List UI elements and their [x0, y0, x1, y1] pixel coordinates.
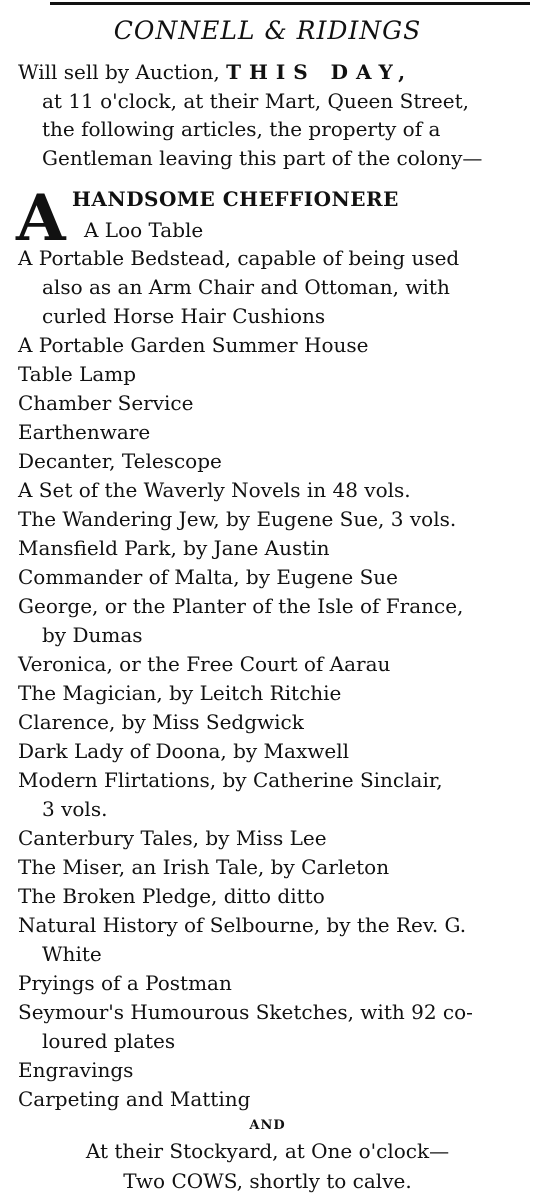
advertiser-heading: CONNELL & RIDINGS	[113, 16, 422, 45]
intro-line-2: at 11 o'clock, at their Mart, Queen Street,	[42, 88, 469, 113]
list-item	[18, 708, 530, 737]
list-item	[18, 766, 530, 824]
list-item-text: Chamber Service	[18, 391, 194, 415]
intro-line-4: Gentleman leaving this part of the colony—	[42, 145, 483, 170]
list-item-text: Veronica, or the Free Court of Aarau	[18, 652, 391, 676]
list-item	[18, 592, 530, 650]
list-item-text: Dark Lady of Doona, by Maxwell	[18, 739, 349, 763]
list-item-text: The Wandering Jew, by Eugene Sue, 3 vols.	[18, 507, 457, 531]
list-item	[18, 1085, 530, 1114]
list-item	[18, 476, 530, 505]
list-item-text: Carpeting and Matting	[18, 1087, 251, 1111]
and-separator: AND	[249, 1118, 286, 1133]
list-item-text: Mansfield Park, by Jane Austin	[18, 536, 330, 560]
cows-line: Two COWS, shortly to calve.	[123, 1169, 412, 1193]
first-item: HANDSOME CHEFFIONERE	[72, 187, 399, 211]
list-item	[18, 447, 530, 476]
list-item-continuation: loured plates	[42, 1029, 176, 1053]
this-day-emphasis: THIS DAY,	[226, 60, 414, 84]
list-item	[18, 1056, 530, 1085]
list-item	[18, 650, 530, 679]
list-item	[18, 679, 530, 708]
top-rule	[50, 2, 530, 5]
second-item: A Loo Table	[84, 218, 204, 242]
list-item-text: The Broken Pledge, ditto ditto	[18, 884, 325, 908]
list-item	[18, 824, 530, 853]
list-item	[18, 969, 530, 998]
list-item-text: Pryings of a Postman	[18, 971, 232, 995]
list-item-continuation: White	[42, 942, 102, 966]
list-item-text: The Miser, an Irish Tale, by Carleton	[18, 855, 390, 879]
list-item-continuation: curled Horse Hair Cushions	[42, 304, 326, 328]
intro-line-3: the following articles, the property of a	[42, 117, 441, 141]
intro-line-1-text: Will sell by Auction,	[18, 60, 227, 84]
list-item-continuation: also as an Arm Chair and Ottoman, with	[42, 275, 450, 299]
list-item	[18, 853, 530, 882]
list-item-text: A Portable Garden Summer House	[18, 333, 369, 357]
list-item-text: Modern Flirtations, by Catherine Sinclair,	[18, 768, 443, 792]
list-item	[18, 563, 530, 592]
list-item-continuation: by Dumas	[42, 623, 143, 647]
list-item-text: Commander of Malta, by Eugene Sue	[18, 565, 398, 589]
list-item	[18, 331, 530, 360]
list-item	[18, 737, 530, 766]
list-item-text: Decanter, Telescope	[18, 449, 222, 473]
list-item-text: Canterbury Tales, by Miss Lee	[18, 826, 327, 850]
list-item-text: The Magician, by Leitch Ritchie	[18, 681, 342, 705]
list-item-text: A Portable Bedstead, capable of being used	[18, 246, 460, 270]
list-item-text: Table Lamp	[18, 362, 137, 386]
list-item-text: Seymour's Humourous Sketches, with 92 co-	[18, 1000, 473, 1024]
intro-paragraph	[18, 58, 530, 172]
list-item	[18, 505, 530, 534]
auction-items-list	[18, 244, 530, 1114]
list-item-text: George, or the Planter of the Isle of France,	[18, 594, 464, 618]
list-item	[18, 244, 530, 331]
intro-line-1	[18, 58, 530, 87]
list-item-continuation: 3 vols.	[42, 797, 108, 821]
list-item-text: Clarence, by Miss Sedgwick	[18, 710, 304, 734]
list-item	[18, 534, 530, 563]
drop-cap: A	[16, 181, 66, 256]
list-item	[18, 911, 530, 969]
list-item-text: Earthenware	[18, 420, 151, 444]
list-item	[18, 998, 530, 1056]
list-item	[18, 389, 530, 418]
list-item	[18, 882, 530, 911]
stockyard-line: At their Stockyard, at One o'clock—	[85, 1139, 450, 1163]
list-item	[18, 360, 530, 389]
list-item-text: A Set of the Waverly Novels in 48 vols.	[18, 478, 411, 502]
list-item	[18, 418, 530, 447]
list-item-text: Natural History of Selbourne, by the Rev. G.	[18, 913, 467, 937]
list-item-text: Engravings	[18, 1058, 134, 1082]
